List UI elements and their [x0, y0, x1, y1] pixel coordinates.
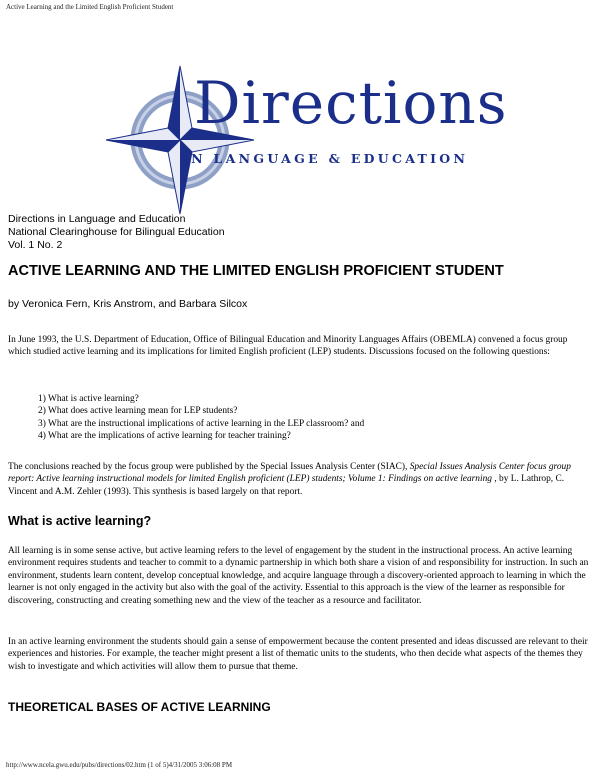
empowerment-paragraph: In an active learning environment the students should gain a sense of empowerment because the content presented and ideas discussed are relevant to their experiences and histories. For example, the teacher might present a list of thematic units to the students, who then decide what aspects of the themes they wish to investigate and which activities will allow them to pursue that theme. — [8, 637, 588, 672]
focus-questions-list — [38, 393, 364, 443]
intro-paragraph: In June 1993, the U.S. Department of Education, Office of Bilingual Education and Minority Languages Affairs (OBEMLA) convened a focus group which studied active learning and its implications for limited English proficient (LEP) students. Discussions focused on the following questions: — [8, 335, 568, 358]
list-item: 3) What are the instructional implications of active learning in the LEP classroom? and — [38, 418, 365, 429]
logo-wordmark: Directions — [194, 69, 508, 137]
publisher: National Clearinghouse for Bilingual Education — [8, 226, 225, 238]
volume-number: Vol. 1 No. 2 — [8, 239, 63, 251]
conclusions-text: The conclusions reached by the focus group were published by the Special Issues Analysis Center (SIAC), — [8, 462, 410, 472]
list-item: 2) What does active learning mean for LEP students? — [38, 406, 238, 417]
list-item: 1) What is active learning? — [38, 394, 139, 404]
publication-info — [8, 213, 225, 252]
article-title: ACTIVE LEARNING AND THE LIMITED ENGLISH PROFICIENT STUDENT — [8, 263, 504, 279]
browser-print-footer: http://www.ncela.gwu.edu/pubs/directions/02.htm (1 of 5)4/31/2005 3:06:08 PM — [6, 761, 233, 769]
conclusions-citation-text: , by L. Lathrop, C. Vincent and A.M. Zehler (1993). This synthesis is based largely on that report. — [8, 474, 565, 497]
section-heading-what-is-active-learning: What is active learning? — [8, 514, 152, 528]
report-title-citation: Special Issues Analysis Center focus group report: Active learning instructional models for limited English proficient (LEP) students; Volume 1: Findings on active learning — [8, 462, 571, 485]
browser-print-header: Active Learning and the Limited English Proficient Student — [6, 3, 174, 11]
conclusions-paragraph — [8, 461, 592, 498]
article-byline: by Veronica Fern, Kris Anstrom, and Barbara Silcox — [8, 298, 248, 310]
section-heading-theoretical-bases: THEORETICAL BASES OF ACTIVE LEARNING — [8, 700, 271, 714]
publication-series: Directions in Language and Education — [8, 213, 186, 225]
logo-subtitle: IN LANGUAGE & EDUCATION — [182, 151, 469, 166]
list-item: 4) What are the implications of active learning for teacher training? — [38, 431, 291, 442]
directions-logo — [100, 60, 590, 220]
definition-paragraph: All learning is in some sense active, but active learning refers to the level of engagement by the student in the instructional process. An active learning environment requires students and teacher to commit to a dynamic partnership in which both share a vision of and responsibility for instruction. In such an environment, students learn content, develop conceptual knowledge, and acquire language through a discovery-oriented approach to learning in which the learner is not only engaged in the activity but also with the goal of the activity. Essential to this approach is the view of the learner as responsible for discovering, constructing and creating something new and the view of the teacher as a resource and facilitator. — [8, 546, 589, 606]
